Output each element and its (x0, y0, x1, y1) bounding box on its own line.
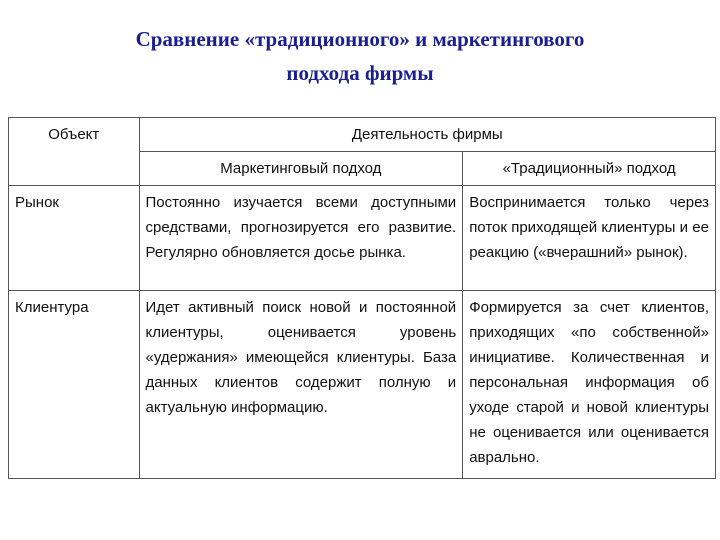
header-traditional: «Традиционный» подход (463, 152, 716, 186)
row-object: Клиентура (9, 291, 140, 479)
table-row (9, 186, 716, 291)
header-object: Объект (9, 118, 140, 186)
comparison-table (8, 117, 716, 479)
title-line-1: Сравнение «традиционного» и маркетингового (135, 27, 585, 51)
row-traditional: Формируется за счет клиентов, приходящих «по собственной» инициативе. Количественная и персональная информация об уходе старой и новой клиентуры не оценивается или оценивается аврально. (463, 291, 716, 479)
table-row (9, 291, 716, 479)
row-traditional: Воспринимается только через поток приходящей клиентуры и ее реакцию («вчерашний» рынок). (463, 186, 716, 291)
header-marketing: Маркетинговый подход (139, 152, 463, 186)
title-line-2: подхода фирмы (286, 61, 434, 85)
row-marketing: Идет активный поиск новой и постоянной клиентуры, оценивается уровень «удержания» имеющейся клиентуры. База данных клиентов содержит полную и актуальную информацию. (139, 291, 463, 479)
header-activity: Деятельность фирмы (139, 118, 716, 152)
slide-title (0, 22, 720, 90)
row-object: Рынок (9, 186, 140, 291)
row-marketing: Постоянно изучается всеми доступными средствами, прогнозируется его развитие. Регулярно обновляется досье рынка. (139, 186, 463, 291)
table-header-row (9, 118, 716, 152)
